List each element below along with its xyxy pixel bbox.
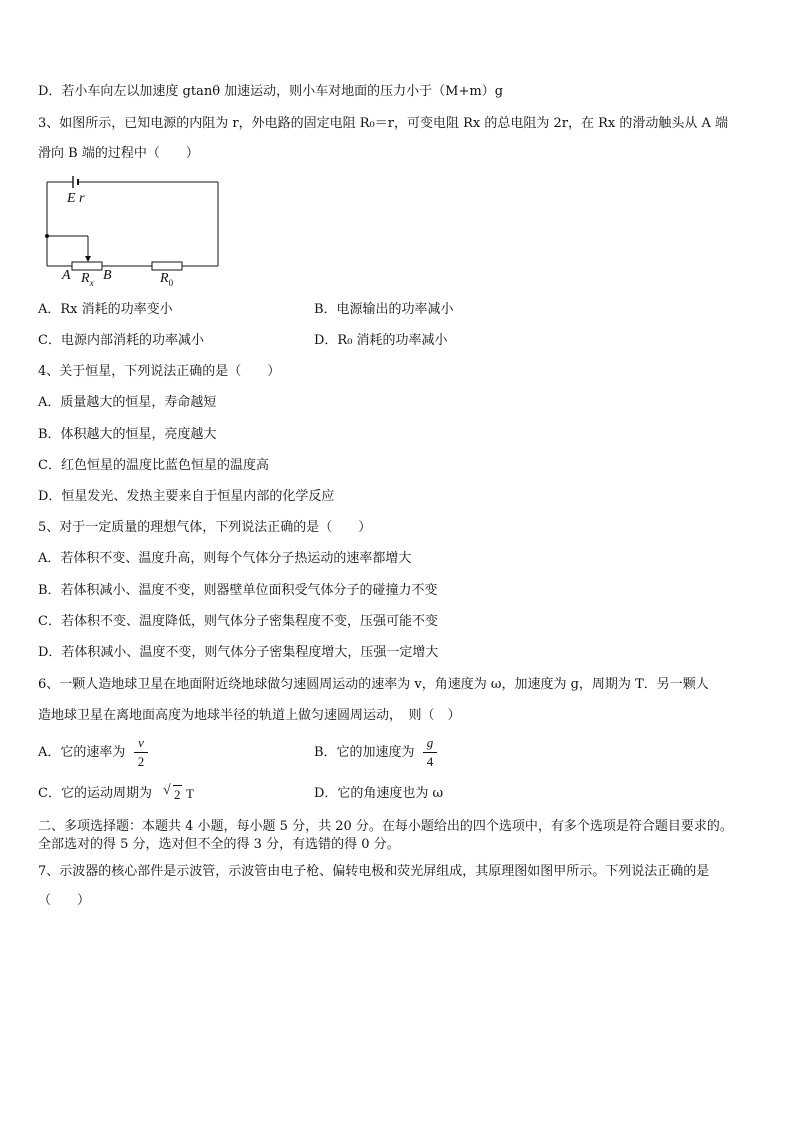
q5-option-a: A．若体积不变、温度升高，则每个气体分子热运动的速率都增大 [38, 551, 412, 566]
q6-option-a-numerator: v [138, 735, 144, 750]
fraction-bar [423, 752, 437, 753]
q3-stem-line2: 滑向 B 端的过程中（ ） [38, 146, 199, 161]
q3-option-c: C．电源内部消耗的功率减小 [38, 333, 204, 348]
q4-option-b: B．体积越大的恒星，亮度越大 [38, 427, 217, 442]
rx-label: $R_x$ [81, 271, 94, 288]
fraction-bar [134, 752, 148, 753]
q5-option-c: C．若体积不变、温度降低，则气体分子密集程度不变，压强可能不变 [38, 614, 438, 629]
q6-option-b-prefix: B．它的加速度为 [314, 745, 415, 760]
q5-option-d: D．若体积减小、温度不变，则气体分子密集程度增大，压强一定增大 [38, 645, 439, 660]
q6-option-d: D．它的角速度也为 ω [314, 786, 444, 801]
battery-label: E r [67, 191, 85, 206]
r0-resistor [152, 262, 182, 270]
q6-option-b-denominator: 4 [426, 754, 434, 769]
q4-option-c: C．红色恒星的温度比蓝色恒星的温度高 [38, 458, 269, 473]
q4-stem: 4、关于恒星，下列说法正确的是（ ） [38, 364, 281, 379]
q3-option-b: B．电源输出的功率减小 [314, 302, 454, 317]
section2-instructions-line2: 全部选对的得 5 分，选对但不全的得 3 分，有选错的得 0 分。 [38, 837, 400, 852]
rx-resistor [72, 262, 102, 270]
q6-stem-line2: 造地球卫星在离地面高度为地球半径的轨道上做匀速圆周运动， 则（ ） [38, 708, 461, 723]
junction-dot [45, 234, 49, 238]
q3-stem-line1: 3、如图所示，已知电源的内阻为 r，外电路的固定电阻 R₀＝r，可变电阻 Rx 的总电阻为 2r，在 Rx 的滑动触头从 A 端 [38, 116, 729, 131]
q6-option-c-root: 2 [174, 787, 181, 802]
q4-option-a: A．质量越大的恒星，寿命越短 [38, 395, 217, 410]
section2-instructions-line1: 二、多项选择题：本题共 4 小题，每小题 5 分，共 20 分。在每小题给出的四个选项中，有多个选项是符合题目要求的。 [38, 819, 733, 834]
q4-option-d: D．恒星发光、发热主要来自于恒星内部的化学反应 [38, 489, 335, 504]
r0-label: $R_0$ [160, 271, 174, 288]
q6-option-b-numerator: g [426, 735, 434, 750]
terminal-b-label: B [103, 268, 112, 283]
q2-option-d: D．若小车向左以加速度 gtanθ 加速运动，则小车对地面的压力小于（M+m）g [38, 84, 504, 99]
slider-arrow-icon [85, 256, 91, 262]
q6-option-c-suffix: T [186, 786, 194, 801]
q7-stem-line1: 7、示波器的核心部件是示波管，示波管由电子枪、偏转电极和荧光屏组成，其原理图如图甲所示。下列说法正确的是 [38, 864, 710, 879]
q5-stem: 5、对于一定质量的理想气体，下列说法正确的是（ ） [38, 520, 372, 535]
sqrt-bar [173, 785, 182, 786]
q6-option-c-prefix: C．它的运动周期为 [38, 786, 152, 801]
q6-option-a-prefix: A．它的速率为 [38, 745, 126, 760]
q3-option-d: D．R₀ 消耗的功率减小 [314, 333, 448, 348]
q7-stem-line2: （ ） [38, 893, 91, 908]
q3-option-a: A．Rx 消耗的功率变小 [38, 302, 173, 317]
sqrt-icon: √ [163, 783, 171, 798]
q6-option-a-denominator: 2 [137, 754, 145, 769]
q6-stem-line1: 6、一颗人造地球卫星在地面附近绕地球做匀速圆周运动的速率为 v，角速度为 ω，加速度为 g，周期为 T．另一颗人 [38, 677, 709, 692]
terminal-a-label: A [62, 268, 71, 283]
q5-option-b: B．若体积减小、温度不变，则器壁单位面积受气体分子的碰撞力不变 [38, 583, 438, 598]
